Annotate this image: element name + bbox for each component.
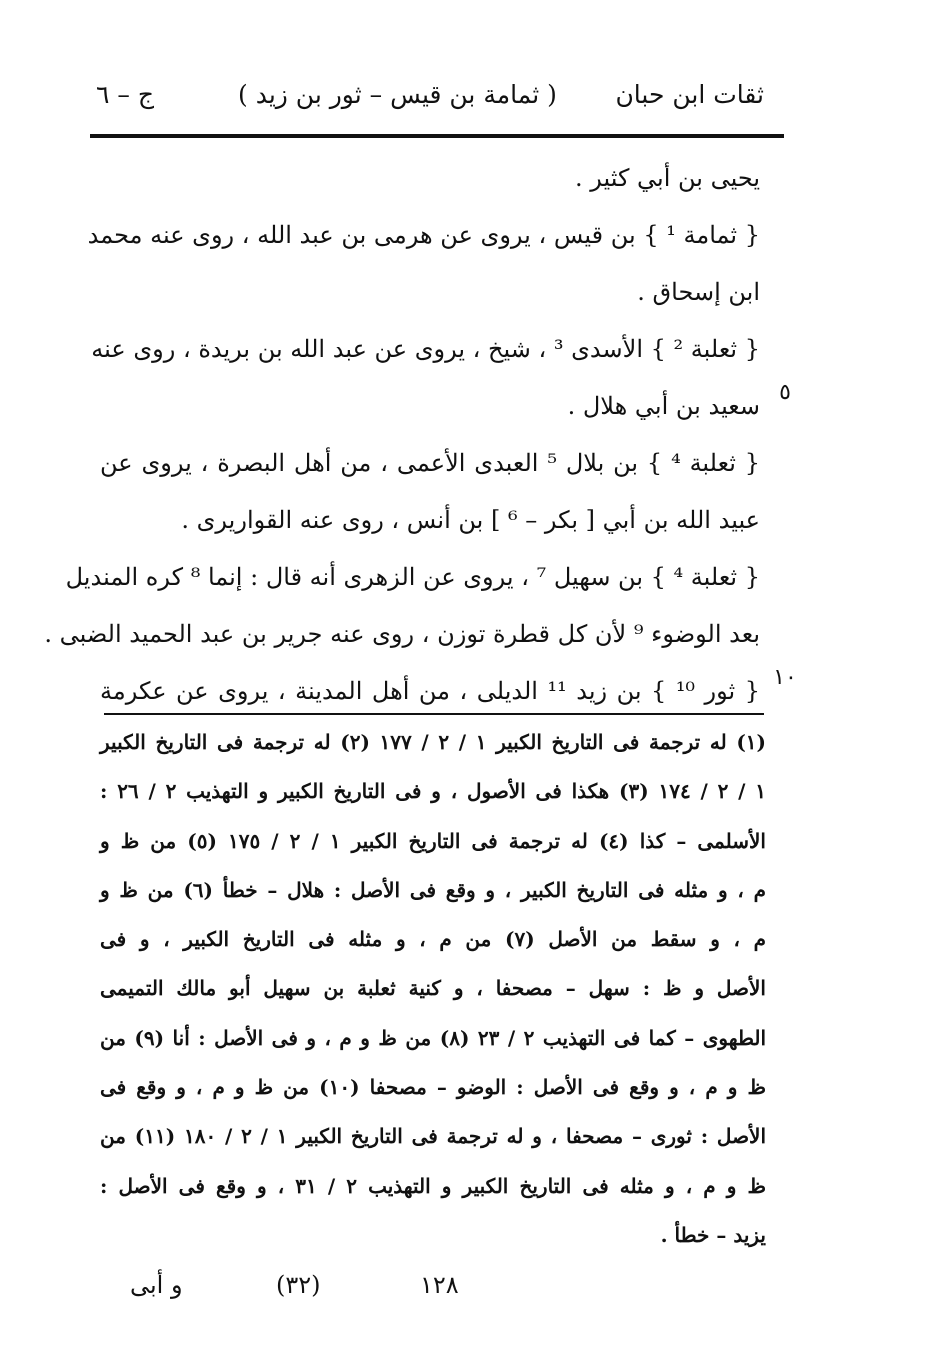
text-line: سعيد بن أبي هلال . <box>567 392 760 420</box>
main-text <box>44 150 761 720</box>
signature-mark: (٣٢) <box>276 1271 321 1299</box>
footnote-line: الأصل : ثورى – مصحفا ، و له ترجمة فى التاريخ الكبير ١ / ٢ / ١٨٠ (١١) من <box>100 1124 767 1149</box>
footnote-line: م ، و سقط من الأصل (٧) من م ، و مثله فى التاريخ الكبير ، و فى <box>100 927 767 952</box>
text-line: بعد الوضوء ⁹ لأن كل قطرة توزن ، روى عنه جرير بن عبد الحميد الضبى . <box>44 620 760 648</box>
text-line: { ثور ¹⁰ } بن زيد ¹¹ الديلى ، من أهل المدينة ، يروى عن عكرمة <box>100 677 760 705</box>
catchword: و أبى <box>130 1271 183 1299</box>
header-rule <box>90 134 784 138</box>
text-line: { ثعلبة ⁴ } بن بلال ⁵ العبدى الأعمى ، من أهل البصرة ، يروى عن <box>100 449 761 477</box>
text-line: عبيد الله بن أبي [ بكر – ⁶ ] بن أنس ، روى عنه القواريرى . <box>181 506 760 534</box>
text-line: { ثمامة ¹ } بن قيس ، يروى عن هرمى بن عبد الله ، روى عنه محمد <box>87 221 760 249</box>
text-line: ابن إسحاق . <box>637 278 760 306</box>
running-head-entry-range: ( ثمامة بن قيس – ثور بن زيد ) <box>238 80 557 109</box>
text-line: يحيى بن أبي كثير . <box>574 164 760 192</box>
page-number: ١٢٨ <box>420 1271 459 1299</box>
footnote-line: الطهوى – كما فى التهذيب ٢ / ٢٣ (٨) من ظ و م ، و فى الأصل : أنا (٩) من <box>100 1025 767 1050</box>
footnote-line: ظ و م ، و مثله فى التاريخ الكبير و التهذيب ٢ / ٣١ ، و وقع فى الأصل : <box>100 1173 767 1198</box>
footnote-rule <box>104 713 764 715</box>
footnote-line: الأصل و ظ : سهل – مصحفا ، و كنية ثعلبة بن سهيل أبو مالك التميمى <box>100 976 766 1001</box>
footnote-line: ١ / ٢ / ١٧٤ (٣) هكذا فى الأصول ، و فى التاريخ الكبير و التهذيب ٢ / ٢٦ : <box>100 779 766 804</box>
footnote-line: يزيد – خطأ . <box>660 1222 766 1247</box>
footnote-line: (١) له ترجمة فى التاريخ الكبير ١ / ٢ / ١٧٧ (٢) له ترجمة فى التاريخ الكبير <box>100 730 766 754</box>
running-head-volume: ج – ٦ <box>96 80 154 109</box>
footnote-line: م ، و مثله فى التاريخ الكبير ، و وقع فى الأصل : هلال – خطأ (٦) من ظ و <box>100 877 766 902</box>
text-line: { ثعلبة ⁴ } بن سهيل ⁷ ، يروى عن الزهرى أنه قال : إنما ⁸ كره المنديل <box>65 563 760 591</box>
running-head-book-title: ثقات ابن حبان <box>615 80 764 109</box>
line-number-5: ٥ <box>779 380 791 405</box>
footnote-line: ظ و م ، و وقع فى الأصل : الوضو – مصحفا (١٠) من ظ و م ، و وقع فى <box>100 1075 766 1100</box>
footnote-line: الأسلمى – كذا (٤) له ترجمة فى التاريخ الكبير ١ / ٢ / ١٧٥ (٥) من ظ و <box>100 828 766 853</box>
line-number-10: ١٠ <box>773 665 797 690</box>
text-line: { ثعلبة ² } الأسدى ³ ، شيخ ، يروى عن عبد الله بن بريدة ، روى عنه <box>91 335 760 363</box>
footnotes <box>100 718 766 1260</box>
